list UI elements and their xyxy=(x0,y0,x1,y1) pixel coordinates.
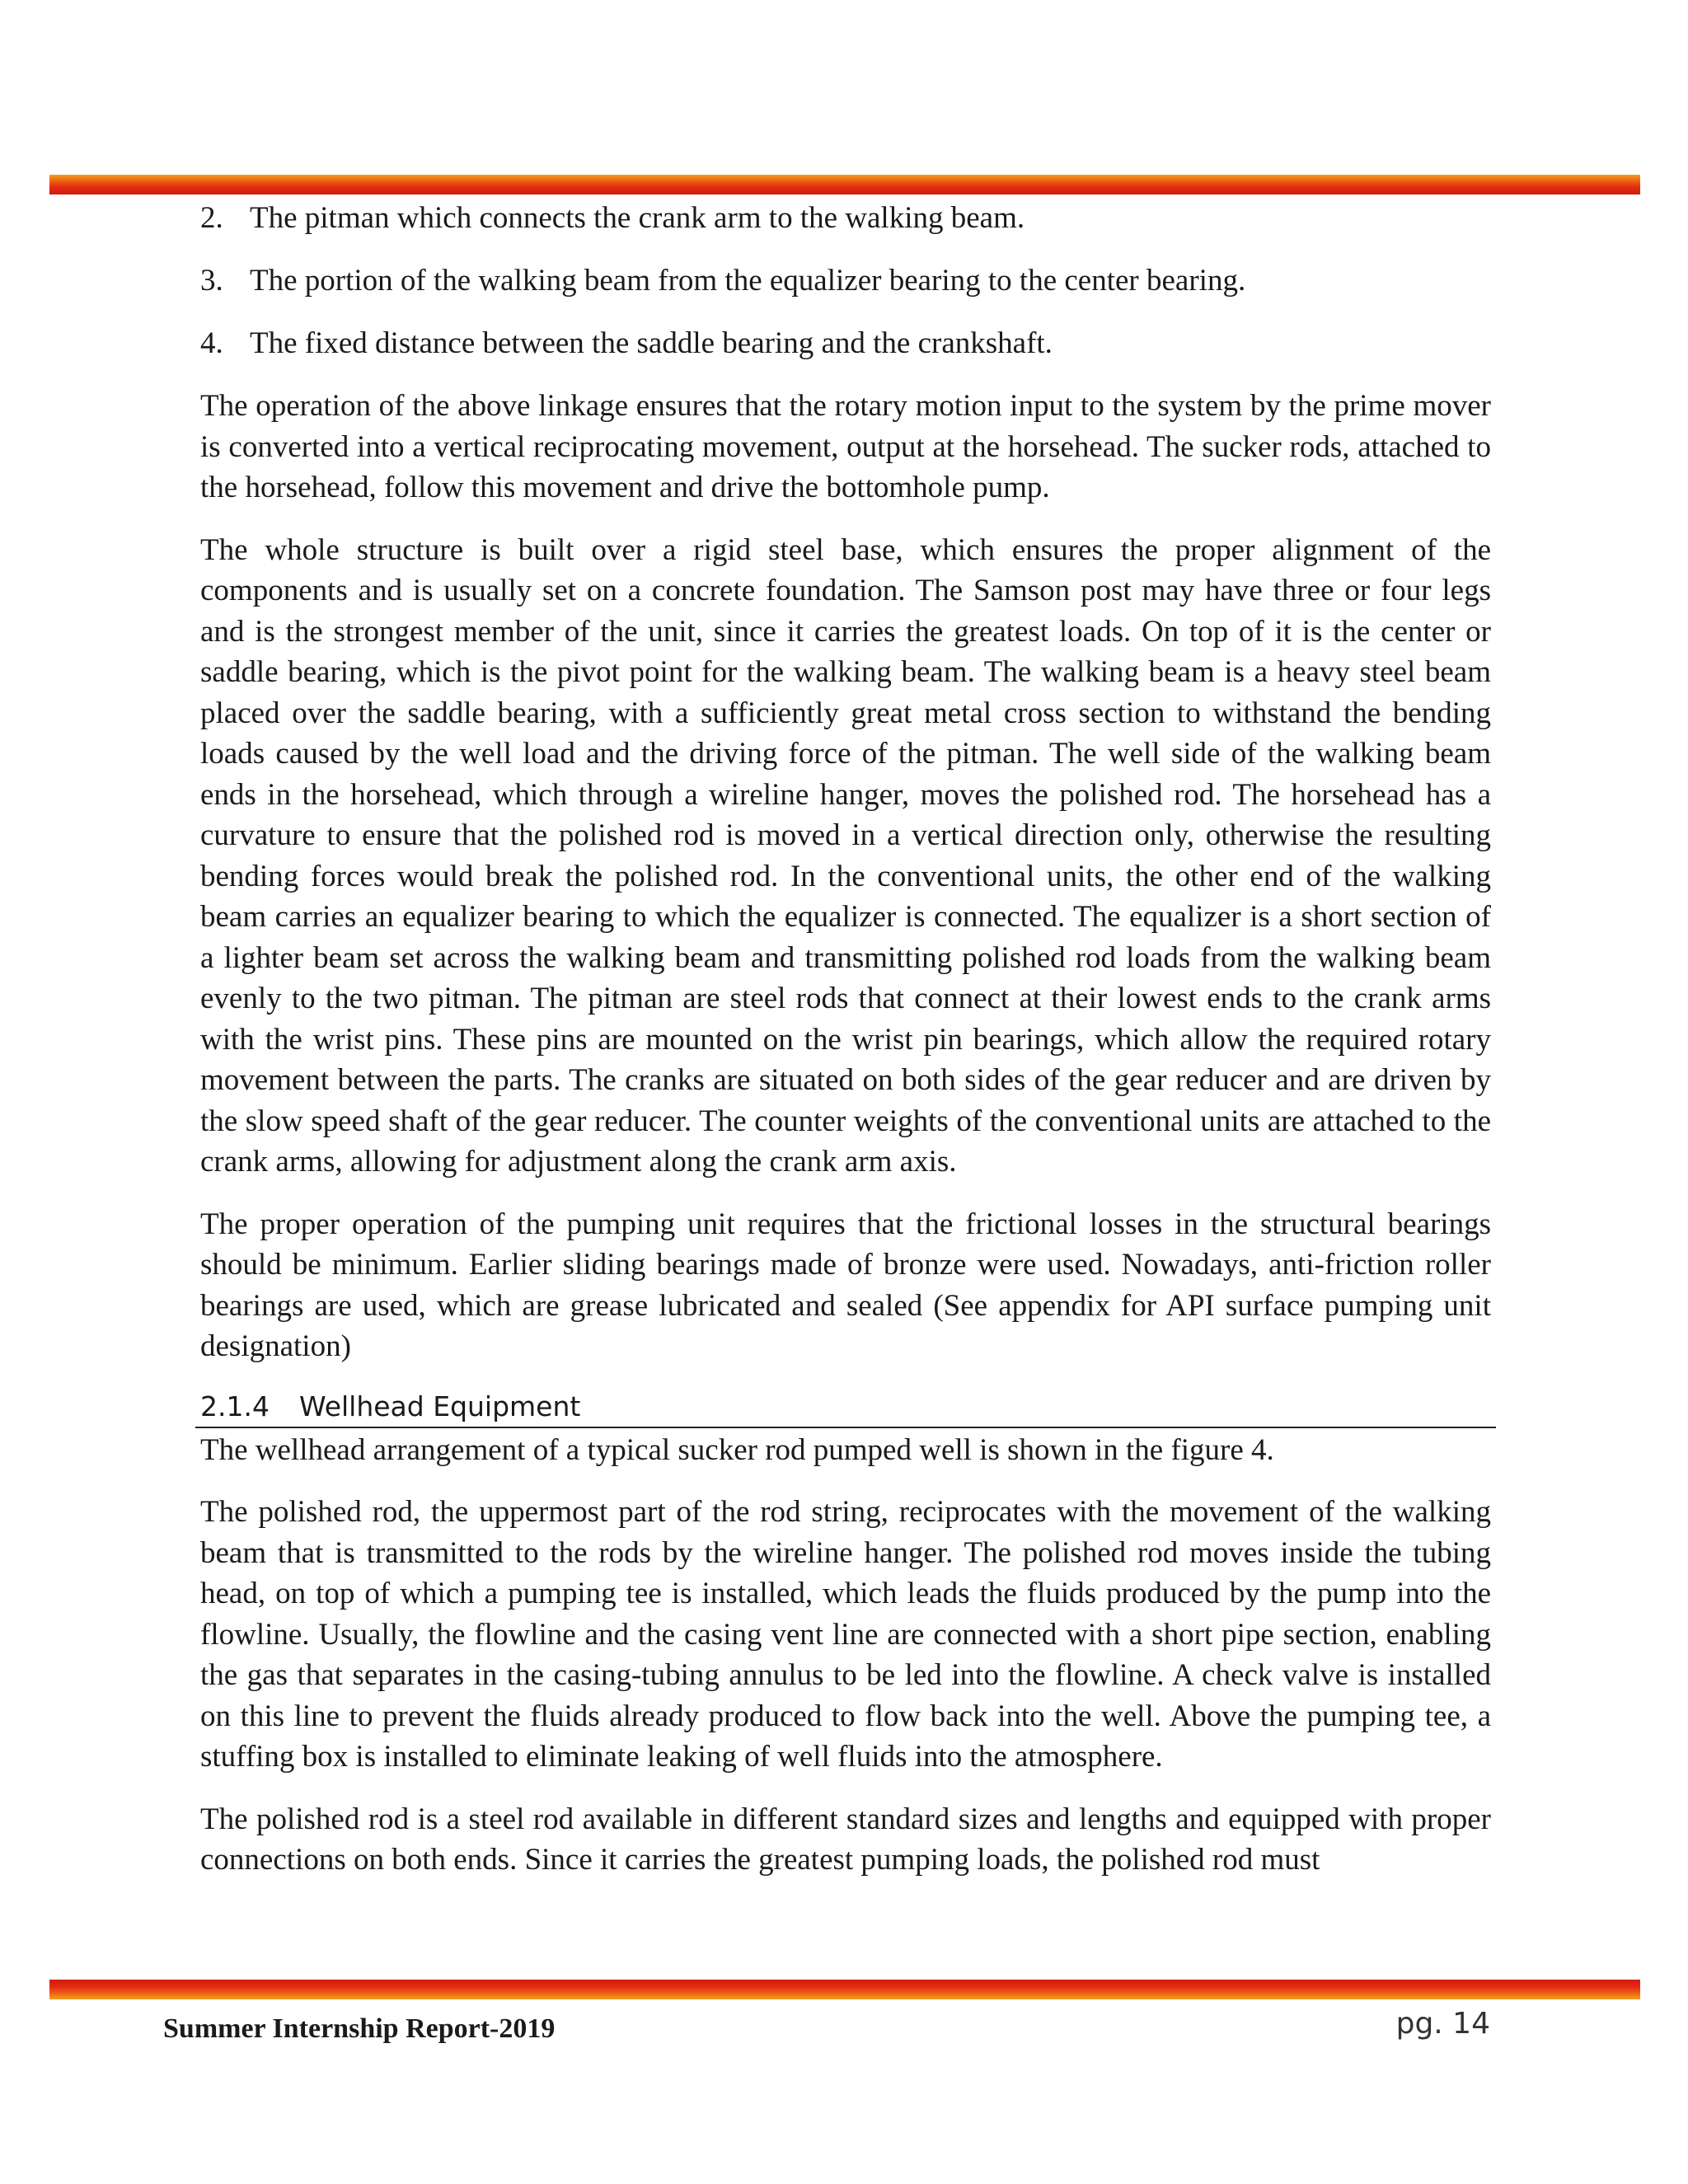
list-item xyxy=(200,198,1491,239)
list-item xyxy=(200,260,1491,302)
footer-decorative-band xyxy=(49,1980,1640,1999)
paragraph-polished-rod-movement: The polished rod, the uppermost part of the rod string, reciprocates with the movement of the walking beam that is transmitted to the rods by the wireline hanger. The polished rod moves inside the tubing head, on top of which a pumping tee is installed, which leads the fluids produced by the pump into the flowline. Usually, the flowline and the casing vent line are connected with a short pipe section, enabling the gas that separates in the casing-tubing annulus to be led into the flowline. A check valve is installed on this line to prevent the fluids already produced to flow back into the well. Above the pumping tee, a stuffing box is installed to eliminate leaking of well fluids into the atmosphere. xyxy=(200,1495,1491,1774)
list-item-text: The portion of the walking beam from the equalizer bearing to the center bearing. xyxy=(250,264,1246,298)
paragraph-polished-rod-description: The polished rod is a steel rod available in different standard sizes and lengths and equipped with proper connections on both ends. Since it carries the greatest pumping loads, the polished rod must xyxy=(200,1802,1491,1877)
page-number: pg. 14 xyxy=(1395,2007,1490,2041)
section-number: 2.1.4 xyxy=(200,1390,270,1422)
list-item-text: The pitman which connects the crank arm to the walking beam. xyxy=(250,201,1025,235)
list-item-number: 4. xyxy=(200,326,223,360)
list-item xyxy=(200,323,1491,364)
section-title: Wellhead Equipment xyxy=(299,1390,581,1422)
page-content xyxy=(200,198,1491,1902)
paragraph-linkage-operation: The operation of the above linkage ensures that the rotary motion input to the system by the prime mover is converted into a vertical reciprocating movement, output at the horsehead. The sucker rods, attached to the horsehead, follow this movement and drive the bottomhole pump. xyxy=(200,389,1491,504)
paragraph-bearings: The proper operation of the pumping unit requires that the frictional losses in the structural bearings should be minimum. Earlier sliding bearings made of bronze were used. Nowadays, anti-friction roller bearings are used, which are grease lubricated and sealed (See appendix for API surface pumping unit designation) xyxy=(200,1207,1491,1363)
list-item-number: 2. xyxy=(200,201,223,235)
header-decorative-band xyxy=(49,175,1640,194)
list-item-text: The fixed distance between the saddle bearing and the crankshaft. xyxy=(250,326,1053,360)
list-item-number: 3. xyxy=(200,264,223,298)
footer-report-title: Summer Internship Report-2019 xyxy=(163,2013,556,2044)
section-heading xyxy=(195,1389,1496,1428)
paragraph-structure-description: The whole structure is built over a rigid steel base, which ensures the proper alignment of the components and is usually set on a concrete foundation. The Samson post may have three or four legs and is the strongest member of the unit, since it carries the greatest loads. On top of it is the center or saddle bearing, which is the pivot point for the walking beam. The walking beam is a heavy steel beam placed over the saddle bearing, with a sufficiently great metal cross section to withstand the bending loads caused by the well load and the driving force of the pitman. The well side of the walking beam ends in the horsehead, which through a wireline hanger, moves the polished rod. The horsehead has a curvature to ensure that the polished rod is moved in a vertical direction only, otherwise the resulting bending forces would break the polished rod. In the conventional units, the other end of the walking beam carries an equalizer bearing to which the equalizer is connected. The equalizer is a short section of a lighter beam set across the walking beam and transmitting polished rod loads from the walking beam evenly to the two pitman. The pitman are steel rods that connect at their lowest ends to the crank arms with the wrist pins. These pins are mounted on the wrist pin bearings, which allow the required rotary movement between the parts. The cranks are situated on both sides of the gear reducer and are driven by the slow speed shaft of the gear reducer. The counter weights of the conventional units are attached to the crank arms, allowing for adjustment along the crank arm axis. xyxy=(200,532,1491,1179)
paragraph-wellhead-intro: The wellhead arrangement of a typical sucker rod pumped well is shown in the figure 4. xyxy=(200,1432,1274,1467)
